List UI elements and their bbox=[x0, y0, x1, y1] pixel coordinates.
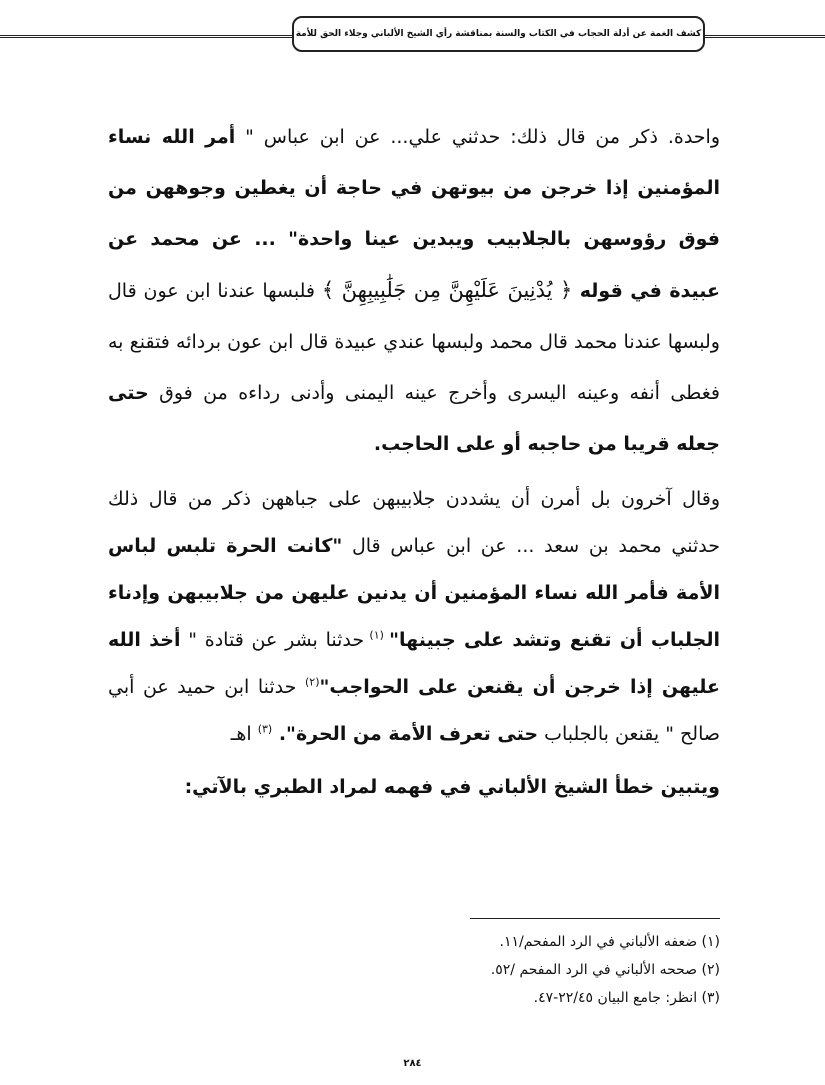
paragraph-1 bbox=[108, 112, 720, 470]
quran-verse: ﴿ يُدْنِينَ عَلَيْهِنَّ مِن جَلَٰبِيبِهِنَّ ﴾ bbox=[321, 278, 573, 302]
p1-text-1: واحدة. ذكر من قال ذلك: حدثني علي... عن ابن عباس " bbox=[235, 126, 720, 148]
footnote-separator bbox=[470, 918, 720, 919]
paragraph-2 bbox=[108, 476, 720, 758]
running-header bbox=[292, 16, 705, 52]
footnote-2: (٢) صححه الألباني في الرد المفحم /٥٢. bbox=[490, 962, 720, 978]
footnotes bbox=[380, 928, 720, 1012]
page-number: ٢٨٤ bbox=[403, 1058, 422, 1069]
running-header-title: كشف الغمة عن أدلة الحجاب في الكتاب والسنة بمناقشة رأي الشيخ الألباني وجلاء الحق للأمة bbox=[295, 29, 702, 39]
footnote-3: (٣) انظر: جامع البيان ٢٢/٤٥-٤٧. bbox=[533, 990, 720, 1006]
p2-text-2: حدثنا بشر عن قتادة " bbox=[180, 629, 365, 651]
footnote-1: (١) ضعفه الألباني في الرد المفحم/١١. bbox=[499, 934, 720, 950]
p2-quote-2: أخذ الله عليهن إذا خرجن أن يقنعن على الحواجب bbox=[108, 629, 721, 698]
p2-quote-3: حتى تعرف الأمة من الحرة bbox=[295, 723, 539, 745]
p1-text-2: " ... عن محمد عن عبيدة في قوله bbox=[108, 228, 720, 302]
p2-quote-3-close: ". bbox=[272, 723, 296, 745]
p2-quote-1: "كانت الحرة تلبس لباس الأمة فأمر الله نساء المؤمنين أن يدنين عليهن من جلابيبهن وإدناء الجلباب أن تقنع وتشد على جبينها" bbox=[108, 535, 720, 651]
header-rule-left bbox=[0, 35, 292, 38]
header-rule-right bbox=[705, 35, 825, 38]
footnote-ref-1: (١) bbox=[364, 628, 390, 642]
p2-text-end: اهـ bbox=[230, 723, 258, 745]
p1-quote-bold: أمر الله نساء المؤمنين إذا خرجن من بيوتهن في حاجة أن يغطين وجوههن من فوق رؤوسهن بالجلابيب ويبدين عينا واحدة bbox=[108, 126, 720, 250]
footnote-ref-3: (٣) bbox=[257, 722, 273, 736]
p1-text-bold-end: حتى جعله قريبا من حاجبه أو على الحاجب. bbox=[108, 382, 720, 455]
p2-quote-2-close: " bbox=[319, 676, 330, 698]
paragraph-3-heading: ويتبين خطأ الشيخ الألباني في فهمه لمراد الطبري بالآتي: bbox=[184, 776, 720, 798]
footnote-ref-2: (٢) bbox=[304, 675, 320, 689]
p1-text-3: فلبسها عندنا ابن عون قال ولبسها عندنا محمد قال محمد ولبسها عندي عبيدة قال ابن عون بردائه فتقنع به فغطى أنفه وعينه اليسرى وأخرج عينه اليمنى وأدنى رداءه من فوق bbox=[108, 280, 720, 404]
p2-text-3: حدثنا ابن حميد عن أبي صالح " يقنعن بالجلباب bbox=[108, 676, 720, 745]
p2-text-1: وقال آخرون بل أمرن أن يشددن جلابيبهن على جباههن ذكر من قال ذلك حدثني محمد بن سعد ... عن ابن عباس قال bbox=[108, 488, 720, 557]
